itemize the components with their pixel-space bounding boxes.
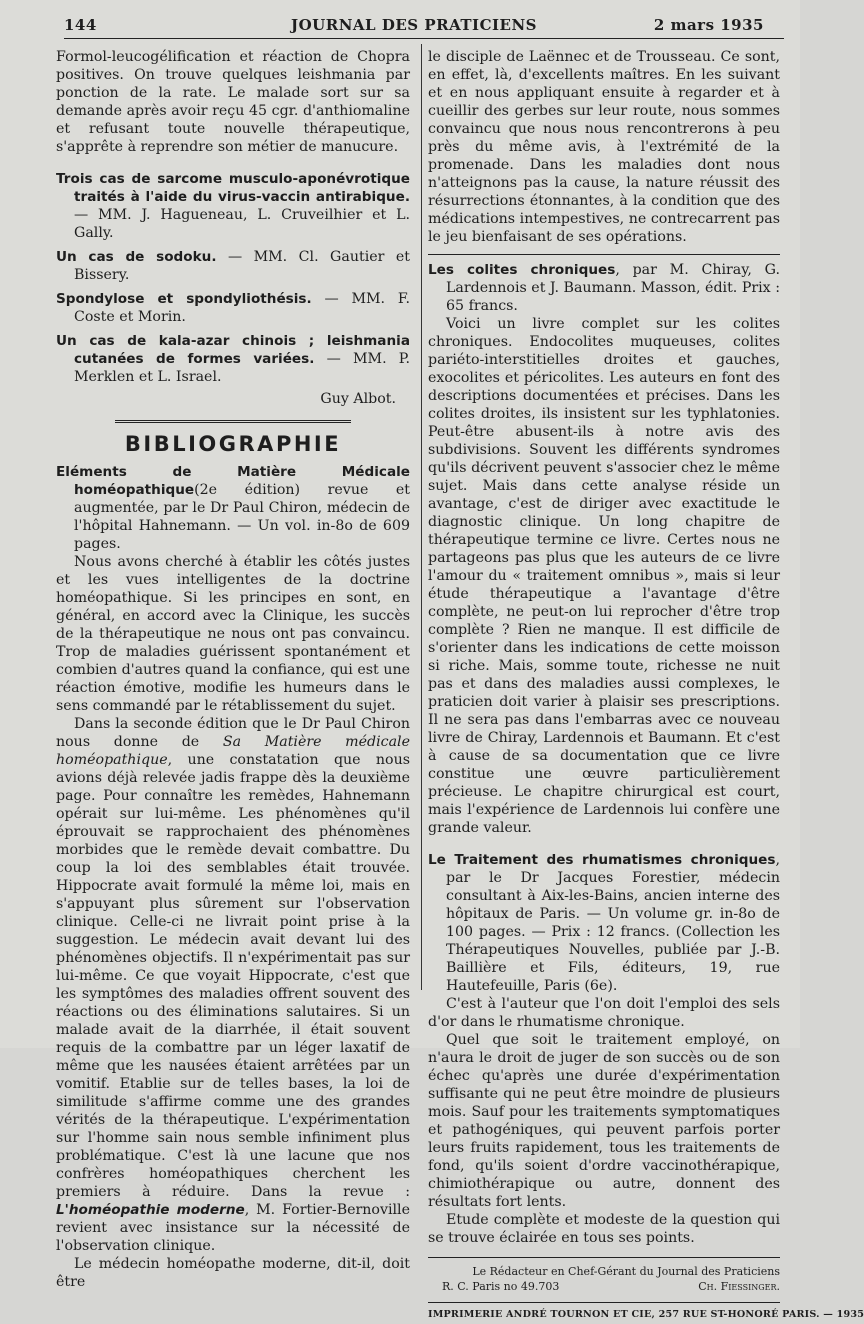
paragraph: Etude complète et modeste de la question qui se trouve éclairée en tous ses points. [428,1212,780,1246]
italic-title: Sa Matière médicale homéopathique [56,734,410,768]
communication-authors: — MM. Cl. Gautier et Bissery. [74,249,410,283]
journal-title: JOURNAL DES PRATICIENS [291,16,537,34]
column-divider [421,44,422,990]
book-info: , par M. Chiray, G. Lardennois et J. Baumann. Masson, édit. Prix : 65 francs. [446,262,780,314]
book-entry [56,463,410,553]
book-title: Le Traitement des rhumatismes chroniques [428,852,776,868]
page-number: 144 [64,16,97,34]
paragraph: le disciple de Laënnec et de Trousseau. Ce sont, en effet, là, d'excellents maîtres. En les suivant et en nous appliquant ensuite à regarder et à cueillir des gerbes sur leur route, nous sommes convaincu que nous nous rencontrerons à peu près du même avis, à l'extrémité de la promenade. Dans les maladies dont nous n'atteignons pas la cause, la nature réussit des résurrections étonnantes, à la condition que des médications intempestives, ne contrecarrent pas le jeu bienfaisant de ses opérations. [428,49,780,245]
communication-title: Spondylose et spondyliothésis. [56,291,312,307]
communication-title: Un cas de kala-azar chinois ; leishmania cutanées de formes variées. [56,333,410,367]
left-column [56,48,410,1291]
footer-rule [428,1257,780,1258]
book-title: Eléments de Matière Médicale homéopathique [56,464,410,498]
registry-line [428,1279,780,1294]
page-header [64,16,764,38]
printer-imprint: IMPRIMERIE ANDRÉ TOURNON ET CIE, 257 RUE ST-HONORÉ PARIS. — 1935 [428,1309,864,1320]
editor-name: Ch. Fiessinger. [698,1280,780,1293]
book-title: Les colites chroniques [428,262,616,278]
italic-title: L'homéopathie moderne [56,1202,245,1218]
editor-line: Le Rédacteur en Chef-Gérant du Journal des Praticiens [472,1265,780,1278]
communication-entry [56,290,410,326]
entry-rule [428,254,780,255]
communication-entry [56,170,410,242]
paragraph: Nous avons cherché à établir les côtés justes et les vues intelligentes de la doctrine homéopathique. Si les principes en sont, en général, en accord avec la Clinique, les succès de la thérapeutique ne nous ont pas convaincu. Trop de maladies guérissent spontanément et combien d'autres quand la confiance, qui est une réaction émotive, modifie les humeurs dans le sens commandé par le rétablissement du sujet. [56,554,410,714]
communication-title: Trois cas de sarcome musculo-aponévrotique traités à l'aide du virus-vaccin antirabique. [56,171,410,205]
communication-authors: — MM. J. Hagueneau, L. Cruveilhier et L. Gally. [74,207,410,241]
page-footer [428,1257,864,1324]
registry-number: R. C. Paris no 49.703 [442,1280,560,1293]
text-run: , une constatation que nous avions déjà relevée jadis frappe dès la deuxième page. Pour connaître les remèdes, Hahnemann opérait sur lui-même. Les phénomènes qu'il éprouvait se rapprochaient des phénomènes morbides que le remède devait combattre. Du coup la loi des semblables était trouvée. Hippocrate avait formulé la même loi, mais en s'appuyant plus sûrement sur l'observation clinique. Celle-ci ne livrait point prise à la suggestion. Le médecin avait devant lui des phénomènes objectifs. Il n'expérimentait pas sur lui-même. Ce que voyait Hippocrate, c'est que les symptômes des maladies offrent souvent des réactions ou des éliminations salutaires. Si un malade avait de la diarrhée, il était souvent requis de la combattre par un léger laxatif de même que les nausées étaient arrêtées par un vomitif. Etablie sur de telles bases, la loi de similitude s'affirme comme une des grandes vérités de la thérapeutique. L'expérimentation sur l'homme sain nous semble infiniment plus problématique. C'est là une lacune que nos confrères homéopathiques cherchent les premiers à réduire. Dans la revue : [56,752,410,1200]
section-title: BIBLIOGRAPHIE [124,432,342,456]
book-entry [428,261,780,315]
section-rule [115,420,351,423]
paragraph: Quel que soit le traitement employé, on n'aura le droit de juger de son succès ou de son échec qu'après une durée d'expérimentation suffisante qui ne peut être moindre de plusieurs mois. Sauf pour les traitements symptomatiques et pathogéniques, qui peuvent parfois porter leurs fruits rapidement, tous les traitements de fond, qu'ils soient d'ordre vaccinothérapique, chimiothérapique ou autre, donnent des résultats fort lents. [428,1032,780,1210]
communication-entry [56,332,410,386]
text-run: Dans la seconde édition que le Dr Paul Chiron nous donne de [56,716,410,750]
communication-authors: — MM. P. Merklen et L. Israel. [74,351,410,385]
communication-entry [56,248,410,284]
text-run: , M. Fortier-Bernoville revient avec insistance sur la nécessité de l'observation clinique. [56,1202,410,1254]
paragraph: Voici un livre complet sur les colites chroniques. Endocolites muqueuses, colites pariéto-interstitielles droites et gauches, exocolites et péricolites. Les auteurs en font des descriptions documentées et précises. Dans les colites droites, ils insistent sur les typhlatonies. Peut-être abusent-ils à notre avis des subdivisions. Souvent les différents syndromes qu'ils décrivent peuvent s'associer chez le même sujet. Mais dans cette analyse réside un avantage, c'est de diriger avec exactitude le diagnostic clinique. Un long chapitre de thérapeutique termine ce livre. Certes nous ne partageons pas plus que les auteurs de ce livre l'amour du « traitement omnibus », mais si leur étude thérapeutique a l'avantage d'être complète, ne peut-on lui reprocher d'être trop complète ? Rien ne manque. Il est difficile de s'orienter dans les indications de cette moisson si riche. Mais, somme toute, richesse ne nuit pas et dans des maladies aussi complexes, le praticien doit varier à plaisir ses prescriptions. Il ne sera pas dans l'embarras avec ce nouveau livre de Chiray, Lardennois et Baumann. Et c'est à cause de sa documentation que ce livre constitue une œuvre particulièrement précieuse. Le chapitre chirurgical est court, mais l'expérience de Lardennois lui confère une grande valeur. [428,316,780,836]
issue-date: 2 mars 1935 [653,16,764,34]
communication-authors: — MM. F. Coste et Morin. [74,291,410,325]
header-rule [64,38,784,39]
paragraph: C'est à l'auteur que l'on doit l'emploi des sels d'or dans le rhumatisme chronique. [428,996,780,1030]
paragraph: Formol-leucogélification et réaction de Chopra positives. On trouve quelques leishmania par ponction de la rate. Le malade sort sur sa demande après avoir reçu 45 cgr. d'anthiomaline et refusant toute nouvelle thérapeutique, s'apprête à reprendre son métier de manucure. [56,49,410,155]
paragraph: Le médecin homéopathe moderne, dit-il, doit être [56,1256,410,1290]
paragraph [56,715,410,1255]
right-column [428,48,864,1324]
communication-title: Un cas de sodoku. [56,249,217,265]
book-info: , par le Dr Jacques Forestier, médecin consultant à Aix-les-Bains, ancien interne des hôpitaux de Paris. — Un volume gr. in-8o de 100 pages. — Prix : 12 francs. (Collection les Thérapeutiques Nouvelles, publiée par J.-B. Baillière et Fils, éditeurs, 19, rue Hautefeuille, Paris (6e). [446,852,780,994]
book-info: (2e édition) revue et augmentée, par le Dr Paul Chiron, médecin de l'hôpital Hahnemann. — Un vol. in-8o de 609 pages. [74,482,410,552]
book-entry [428,851,780,995]
footer-rule [428,1302,780,1303]
signature: Guy Albot. [320,391,396,407]
